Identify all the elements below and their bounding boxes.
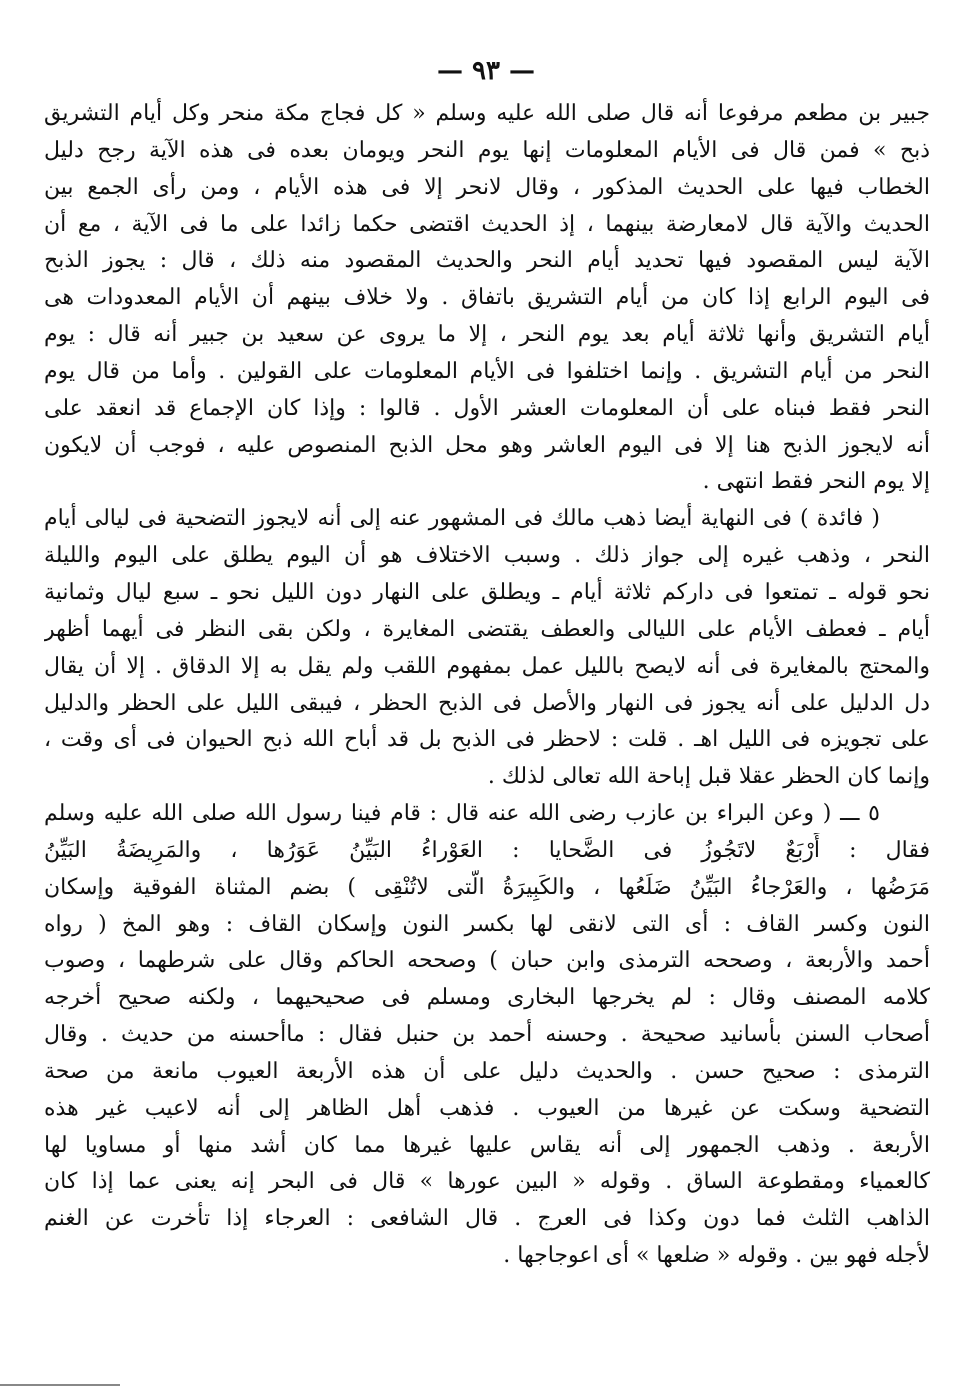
text-line: أصحاب السنن بأسانيد صحيحة . وحسنه أحمد بن حنبل فقال : ماأحسنه من حديث . وقال	[44, 1022, 930, 1048]
text-line: الذاهب الثلث فما دون وكذا فى العرج . قال الشافعى : العرجاء إذا تأخرت عن الغنم	[44, 1206, 930, 1232]
text-line: أحمد والأربعة ، وصححه الترمذى وابن حبان ) وصححه الحاكم وقال على شرطهما ، وصوب	[44, 948, 930, 974]
text-line: كلامه المصنف وقال : لم يخرجها البخارى ومسلم فى صحيحيهما ، ولكنه صحيح أخرجه	[44, 985, 930, 1011]
text-line: والمحتج بالمغايرة فى أنه لايصح بالليل عمل بمفهوم اللقب ولم يقل به إلا الدقاق . إلا أن يقال	[44, 653, 930, 679]
text-line: جبير بن مطعم مرفوعا أنه قال صلى الله عليه وسلم « كل فجاج مكة منحر وكل أيام التشريق	[44, 101, 930, 126]
text-line: لأجله فهو بين . وقوله « ضلعها » أى اعوجاجها .	[503, 1243, 930, 1269]
text-line: أيام ـ فعطف الأيام على الليالى والعطف يقتضى المغايرة ، ولكن بقى النظر فى أيهما أظهر	[44, 616, 930, 642]
text-line: النحر ، وذهب غيره إلى جواز ذلك . وسبب الاختلاف هو أن اليوم يطلق على اليوم والليلة	[44, 543, 930, 569]
paragraph-note	[44, 501, 930, 796]
text-line: نحو قوله ـ تمتعوا فى داركم ثلاثة أيام ـ ويطلق على النهار دون الليل نحو ـ سبع ليال وثمانية	[44, 579, 930, 605]
text-line: دل الدليل على أنه يجوز فى النهار والأصل فى الذبح الحظر ، فيبقى الليل على الحظر والدليل	[44, 690, 930, 716]
text-line: وإنما كان الحظر عقلا قبل إباحة الله تعالى لذلك .	[487, 764, 930, 790]
text-line: الخطاب فيها على الحديث المذكور ، وقال لانحر إلا فى هذه الأيام ، ومن رأى الجمع بين	[44, 174, 930, 200]
text-line: الحديث والآية قال لامعارضة بينهما ، إذ الحديث اقتضى حكما زائدا على ما فى الآية ، مع أن	[44, 211, 930, 237]
text-line: النون وكسر القاف : أى التى لانقى لها بكسر النون وإسكان القاف : وهو المخ ( رواه	[44, 911, 930, 937]
text-line: الأربعة . وذهب الجمهور إلى أنه يقاس عليها غيرها مما كان أشد منها أو مساويا لها	[44, 1132, 930, 1158]
text-line: فى اليوم الرابع إذا كان من أيام التشريق باتفاق . ولا خلاف بينهم أن الأيام المعدودات هى	[44, 285, 930, 311]
text-line: أيام التشريق وأنها ثلاثة أيام بعد يوم النحر ، إلا ما يروى عن سعيد بن جبير أنه قال : يوم	[44, 322, 930, 348]
paragraph-hadith-5	[44, 796, 930, 1275]
page-number: — ٩٣ —	[436, 56, 536, 86]
text-line: الآية ليس المقصود فيها تحديد أيام النحر والحديث المقصود منه ذلك ، قال : يجوز الذبح	[44, 248, 930, 274]
text-line: النحر فقط فبناه على أن المعلومات العشر الأول . قالوا : وإذا كان الإجماع قد انعقد على	[44, 395, 930, 421]
bottom-rule	[0, 1384, 120, 1386]
text-line: كالعمياء ومقطوعة الساق . وقوله « البين عورها » قال فى البحر إنه يعنى عما إذا كان	[44, 1169, 930, 1195]
text-line: التضحية وسكت عن غيرها من العيوب . فذهب أهل الظاهر إلى أنه لاعيب غير هذه	[44, 1095, 930, 1121]
text-line: ٥ ـــ ( وعن البراء بن عازب رضى الله عنه قال : قام فينا رسول الله صلى الله عليه وسلم	[44, 801, 880, 827]
text-line: ذبح » فمن قال فى الأيام المعلومات إنها يوم النحر ويومان بعده فى هذه الآية رجح دليل	[44, 137, 930, 163]
text-line: على تجويزه فى الليل اهـ . قلت : لاحظر فى الذبح بل قد أباح الله ذبح الحيوان فى أى وقت ،	[44, 727, 930, 753]
text-line: الترمذى : صحيح حسن . والحديث دليل على أن هذه الأربعة العيوب مانعة من صحة	[44, 1058, 930, 1084]
paragraph-continuation	[44, 96, 930, 501]
text-line: مَرَضُها ، والعَرْجاءُ البَيِّنُ ضَلَعُها ، والكَبِيرَةُ الَّتى لاتُنْقِى ) بضم المثناة الفوقية وإسكان	[44, 874, 930, 900]
text-line: إلا يوم النحر فقط انتهى .	[702, 469, 930, 495]
text-line: ( فائدة ) فى النهاية أيضا ذهب مالك فى المشهور عنه إلى أنه لايجوز التضحية فى ليالى أيام	[44, 506, 880, 532]
text-line: فقال : أَرْبَعٌ لاتَجُوزُ فى الضَّحايا : العَوْراءُ البَيِّنُ عَوَرُها ، والمَرِيضَةُ البَيِّنُ	[44, 837, 930, 863]
text-line: أنه لايجوز الذبح هنا إلا فى اليوم العاشر وهو محل الذبح المنصوص عليه ، فوجب أن لايكون	[44, 432, 930, 458]
body-text	[44, 96, 930, 1275]
text-line: النحر من أيام التشريق . وإنما اختلفوا فى الأيام المعلومات على القولين . وأما من قال يوم	[44, 358, 930, 384]
